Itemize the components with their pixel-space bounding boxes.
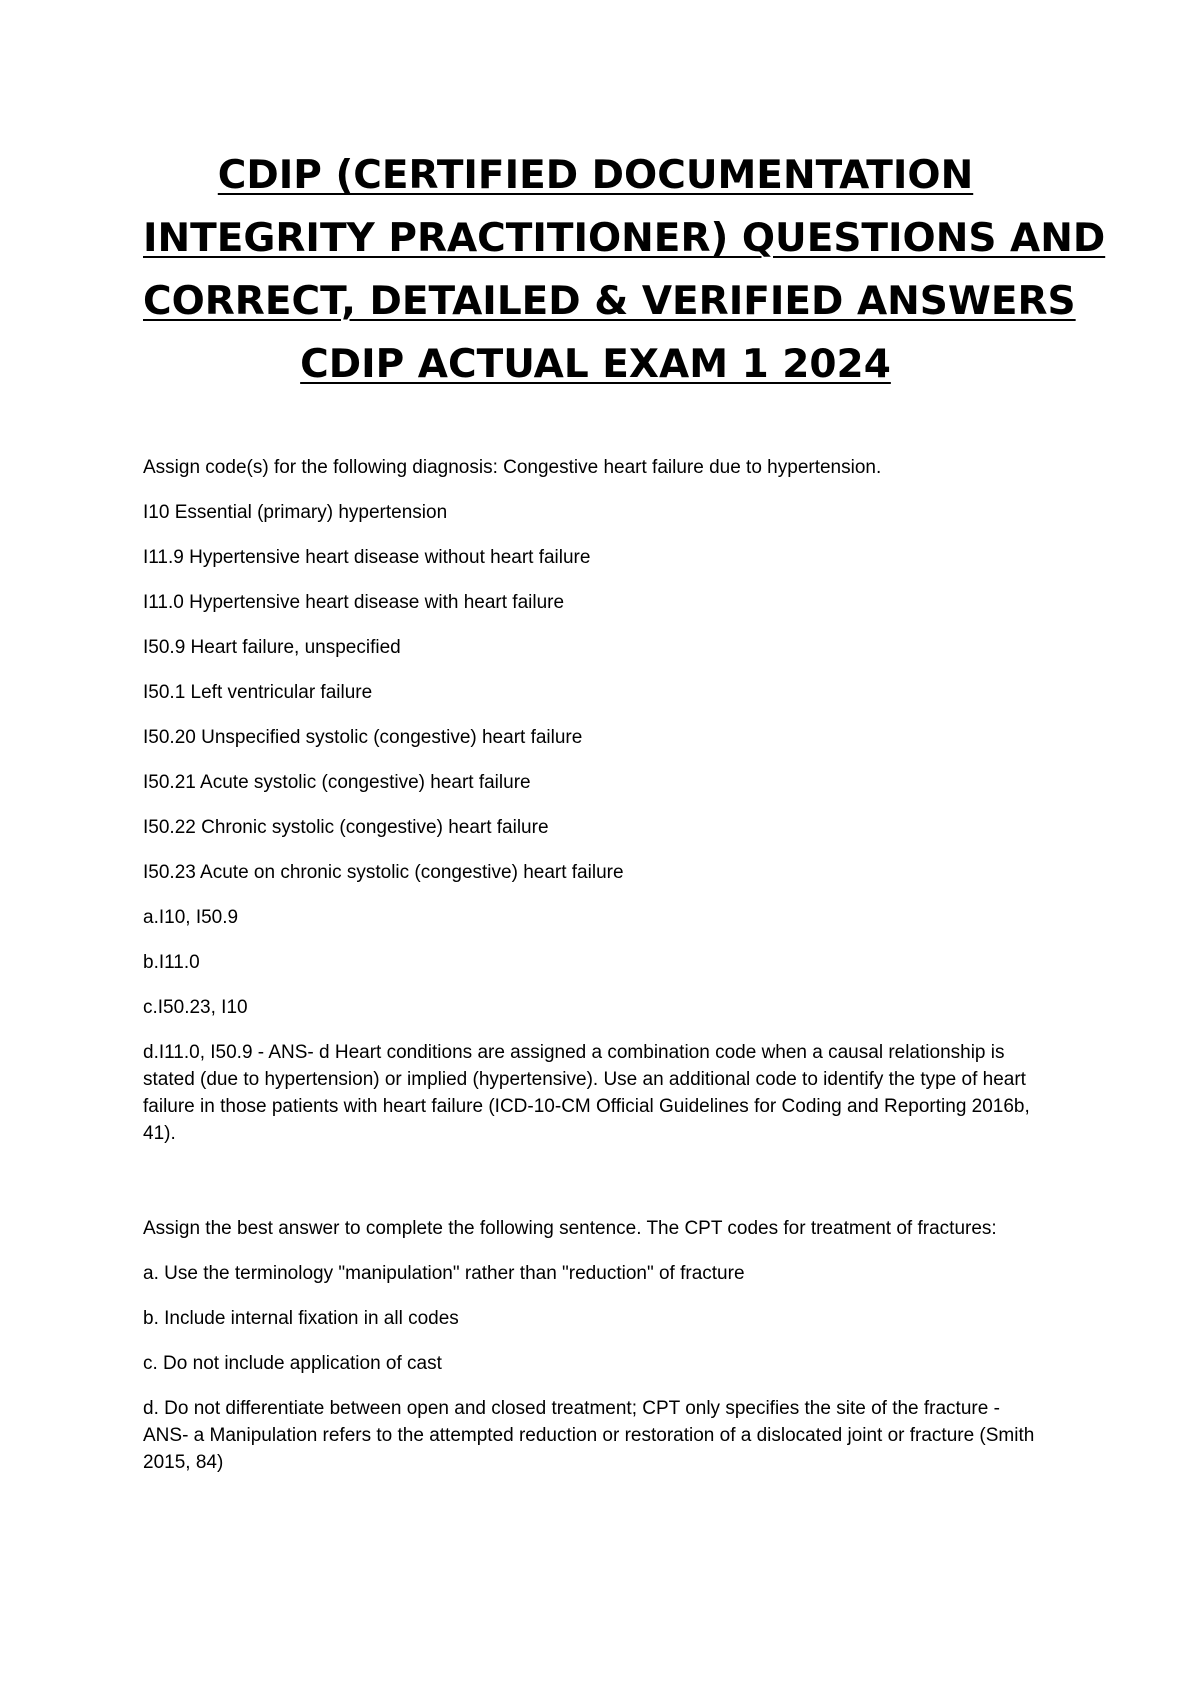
- code-list-item: I50.21 Acute systolic (congestive) heart failure: [143, 772, 531, 793]
- title-line-3: CORRECT, DETAILED & VERIFIED ANSWERS: [143, 279, 1076, 324]
- question-2-option-a: a. Use the terminology "manipulation" rather than "reduction" of fracture: [143, 1263, 745, 1284]
- code-list-item: I50.9 Heart failure, unspecified: [143, 637, 401, 658]
- code-list-item: I50.23 Acute on chronic systolic (congestive) heart failure: [143, 862, 624, 883]
- title-line-4: CDIP ACTUAL EXAM 1 2024: [300, 342, 891, 387]
- section-gap: [143, 1165, 1048, 1215]
- question-1-option-b: b.I11.0: [143, 952, 200, 973]
- question-2-stem: Assign the best answer to complete the following sentence. The CPT codes for treatment of fractures:: [143, 1218, 997, 1239]
- question-1-stem: Assign code(s) for the following diagnosis: Congestive heart failure due to hypertension.: [143, 457, 882, 478]
- code-list-item: I50.1 Left ventricular failure: [143, 682, 373, 703]
- document-title: [143, 144, 1106, 396]
- code-list-item: I10 Essential (primary) hypertension: [143, 502, 448, 523]
- code-list-item: I50.20 Unspecified systolic (congestive) heart failure: [143, 727, 583, 748]
- question-2-option-c: c. Do not include application of cast: [143, 1353, 442, 1374]
- code-list-item: I11.9 Hypertensive heart disease without heart failure: [143, 547, 591, 568]
- question-2-option-d-answer: d. Do not differentiate between open and closed treatment; CPT only specifies the site of the fracture - ANS- a Manipulation refers to the attempted reduction or restoration of a dislocated joint or fracture (Smith 2015, 84): [143, 1398, 1035, 1473]
- question-1-option-d-answer: d.I11.0, I50.9 - ANS- d Heart conditions are assigned a combination code when a causal relationship is stated (due to hypertension) or implied (hypertensive). Use an additional code to identify the type of heart failure in those patients with heart failure (ICD-10-CM Official Guidelines for Coding and Reporting 2016b, 41).: [143, 1042, 1030, 1144]
- question-2: [143, 1215, 1048, 1476]
- title-line-1: CDIP (CERTIFIED DOCUMENTATION: [217, 153, 974, 198]
- question-1: [143, 454, 1048, 1147]
- question-1-option-c: c.I50.23, I10: [143, 997, 248, 1018]
- code-list-item: I11.0 Hypertensive heart disease with heart failure: [143, 592, 565, 613]
- question-2-option-b: b. Include internal fixation in all codes: [143, 1308, 459, 1329]
- question-1-option-a: a.I10, I50.9: [143, 907, 239, 928]
- title-line-2: INTEGRITY PRACTITIONER) QUESTIONS AND: [143, 216, 1106, 261]
- code-list-item: I50.22 Chronic systolic (congestive) heart failure: [143, 817, 549, 838]
